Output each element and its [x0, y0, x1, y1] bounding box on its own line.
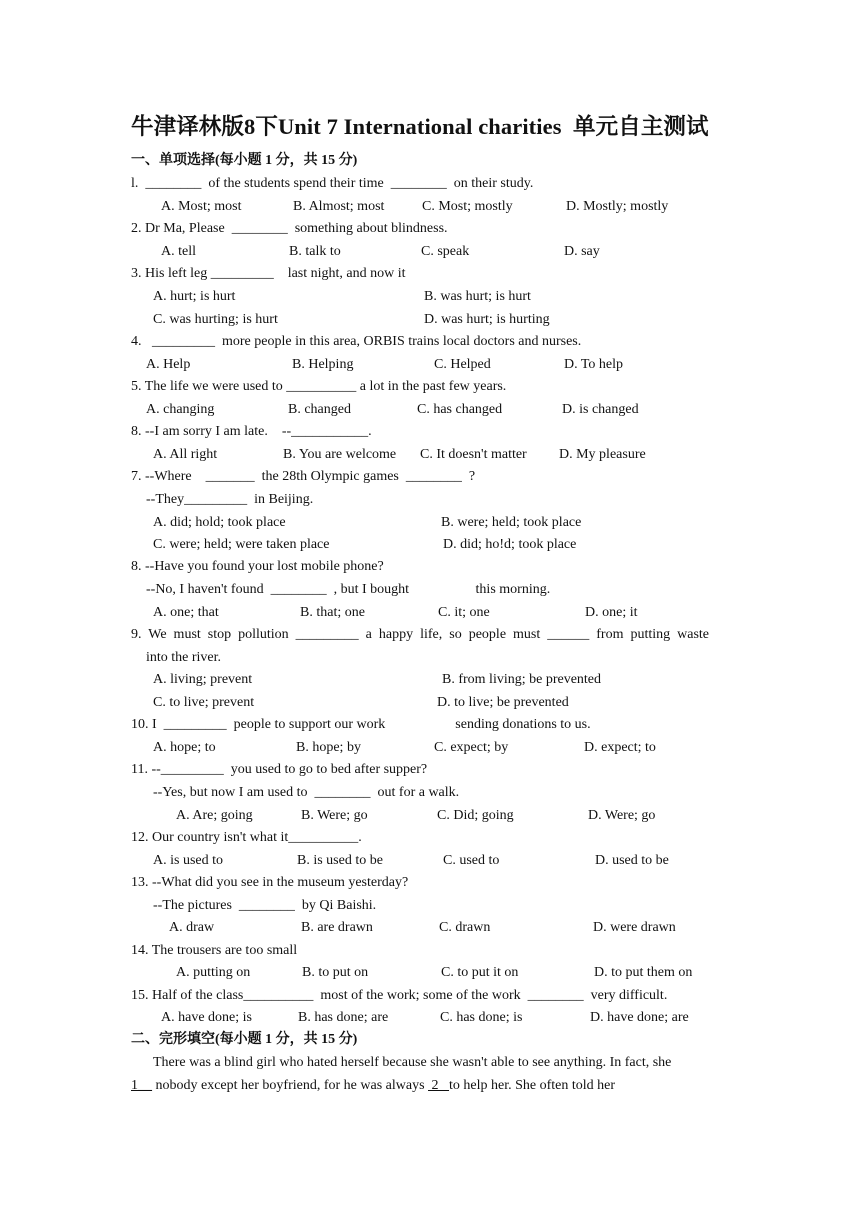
answer-option: D. expect; to	[584, 740, 656, 755]
answer-option: A. All right	[153, 447, 218, 462]
answer-option: A. did; hold; took place	[153, 515, 286, 530]
answer-option: C. was hurting; is hurt	[153, 312, 278, 327]
answer-option: C. expect; by	[434, 740, 509, 755]
answer-option: A. living; prevent	[153, 672, 253, 687]
answer-option: C. were; held; were taken place	[153, 537, 330, 552]
answer-option: A. Help	[146, 357, 191, 372]
answer-option: C. Did; going	[437, 808, 514, 823]
question-stem: 10. I _________ people to support our work sending donations to us.	[131, 717, 591, 732]
answer-option: A. is used to	[153, 853, 223, 868]
question-stem: 11. --_________ you used to go to bed after supper?	[131, 762, 428, 777]
answer-option: C. drawn	[439, 920, 491, 935]
blank-1: 1__	[131, 1078, 152, 1093]
passage-line	[131, 1077, 615, 1095]
question-stem: 15. Half of the class__________ most of the work; some of the work ________ very difficult.	[131, 988, 668, 1003]
answer-option: D. one; it	[585, 605, 638, 620]
question-stem: l. ________ of the students spend their time ________ on their study.	[131, 176, 534, 191]
answer-option: B. are drawn	[301, 920, 373, 935]
answer-option: D. have done; are	[590, 1010, 689, 1025]
answer-option: A. putting on	[176, 965, 251, 980]
question-stem: 13. --What did you see in the museum yesterday?	[131, 875, 409, 890]
answer-option: B. is used to be	[297, 853, 383, 868]
passage-text: to help her. She often told her	[449, 1078, 616, 1093]
answer-option: C. has done; is	[440, 1010, 523, 1025]
answer-option: A. tell	[161, 244, 196, 259]
answer-option: D. is changed	[562, 402, 639, 417]
question-stem: 7. --Where _______ the 28th Olympic games ________ ?	[131, 469, 476, 484]
answer-option: C. Most; mostly	[422, 199, 513, 214]
answer-option: C. has changed	[417, 402, 503, 417]
answer-option: B. You are welcome	[283, 447, 397, 462]
answer-option: D. to put them on	[594, 965, 693, 980]
question-stem: 12. Our country isn't what it__________.	[131, 830, 362, 845]
section-header: 一、单项选择(每小题 1 分，共 15 分)	[131, 153, 358, 168]
answer-option: B. has done; are	[298, 1010, 389, 1025]
answer-option: B. hope; by	[296, 740, 361, 755]
answer-option: A. hurt; is hurt	[153, 289, 236, 304]
answer-option: A. one; that	[153, 605, 219, 620]
question-stem: --They_________ in Beijing.	[146, 492, 314, 507]
answer-option: B. talk to	[289, 244, 341, 259]
question-stem: 4. _________ more people in this area, ORBIS trains local doctors and nurses.	[131, 334, 582, 349]
answer-option: D. used to be	[595, 853, 669, 868]
question-stem: 14. The trousers are too small	[131, 943, 298, 958]
question-stem: 2. Dr Ma, Please ________ something about blindness.	[131, 221, 448, 236]
answer-option: B. from living; be prevented	[442, 672, 602, 687]
answer-option: D. To help	[564, 357, 624, 372]
answer-option: C. to put it on	[441, 965, 519, 980]
answer-option: A. changing	[146, 402, 215, 417]
answer-option: A. draw	[169, 920, 215, 935]
question-stem: 5. The life we were used to __________ a lot in the past few years.	[131, 379, 507, 394]
question-stem: 9. We must stop pollution _________ a happy life, so people must ______ from putting waste	[131, 627, 710, 642]
answer-option: D. Were; go	[588, 808, 656, 823]
answer-option: D. to live; be prevented	[437, 695, 569, 710]
question-stem: 3. His left leg _________ last night, and now it	[131, 266, 406, 281]
answer-option: C. used to	[443, 853, 500, 868]
answer-option: B. was hurt; is hurt	[424, 289, 531, 304]
answer-option: B. Helping	[292, 357, 354, 372]
answer-option: C. to live; prevent	[153, 695, 255, 710]
question-stem: --Yes, but now I am used to ________ out for a walk.	[153, 785, 460, 800]
answer-option: C. it; one	[438, 605, 490, 620]
blank-2: 2	[428, 1078, 450, 1093]
answer-option: B. Were; go	[301, 808, 368, 823]
passage-line: There was a blind girl who hated herself because she wasn't able to see anything. In fact, she	[153, 1055, 672, 1070]
answer-option: B. to put on	[302, 965, 369, 980]
answer-option: D. say	[564, 244, 600, 259]
question-stem: --No, I haven't found ________ , but I bought this morning.	[146, 582, 551, 597]
answer-option: D. did; ho!d; took place	[443, 537, 577, 552]
answer-option: B. that; one	[300, 605, 365, 620]
section-header: 二、完形填空(每小题 1 分，共 15 分)	[131, 1032, 358, 1047]
answer-option: C. It doesn't matter	[420, 447, 527, 462]
question-stem: into the river.	[146, 650, 222, 665]
question-stem: --The pictures ________ by Qi Baishi.	[153, 898, 377, 913]
answer-option: D. was hurt; is hurting	[424, 312, 550, 327]
question-stem: 8. --Have you found your lost mobile phone?	[131, 559, 384, 574]
passage-text: nobody except her boyfriend, for he was always	[152, 1078, 429, 1093]
answer-option: B. changed	[288, 402, 351, 417]
answer-option: A. Most; most	[161, 199, 242, 214]
answer-option: D. Mostly; mostly	[566, 199, 669, 214]
answer-option: B. Almost; most	[293, 199, 385, 214]
question-stem: 8. --I am sorry I am late. --___________.	[131, 424, 372, 439]
answer-option: A. have done; is	[161, 1010, 252, 1025]
answer-option: A. hope; to	[153, 740, 216, 755]
answer-option: D. were drawn	[593, 920, 676, 935]
answer-option: A. Are; going	[176, 808, 253, 823]
answer-option: C. speak	[421, 244, 470, 259]
answer-option: D. My pleasure	[559, 447, 646, 462]
page-title: 牛津译林版8下Unit 7 International charities 单元自主测试	[131, 114, 709, 139]
answer-option: B. were; held; took place	[441, 515, 582, 530]
answer-option: C. Helped	[434, 357, 491, 372]
